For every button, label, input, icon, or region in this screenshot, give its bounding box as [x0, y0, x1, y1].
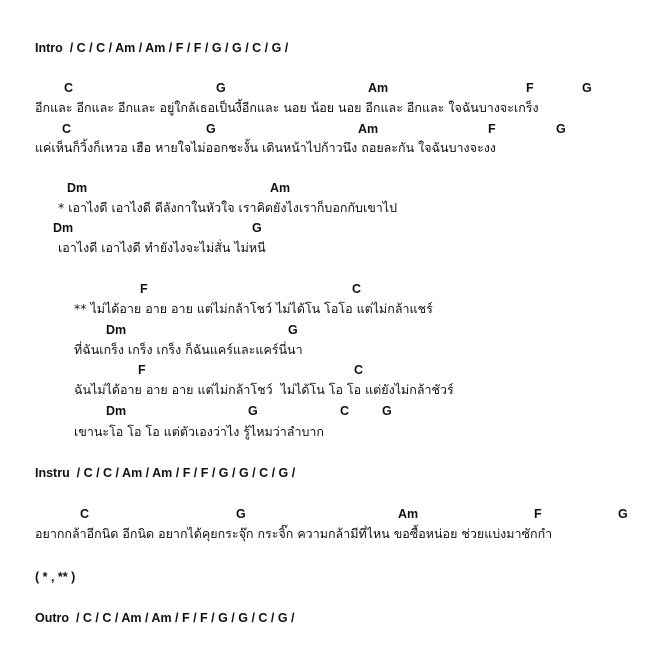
pre-chord-1: Dm — [67, 181, 88, 195]
bridge-chord-4: F — [534, 507, 542, 521]
instru-progression: Instru / C / C / Am / Am / F / F / G / G / C / G / — [35, 466, 296, 480]
bridge-chord-3: Am — [398, 507, 419, 521]
chorus-lyric-1: ** ไม่ได้อาย อาย อาย แต่ไม่กล้าโชว์ ไม่ได้โน โอโอ แต่ไม่กล้าแชร์ — [74, 301, 433, 316]
repeat-marker: ( * , ** ) — [35, 570, 76, 584]
verse-chord-9: F — [488, 122, 496, 136]
chorus-chord-2: C — [352, 282, 362, 296]
chorus-chord-6: C — [354, 363, 364, 377]
verse-lyric-1: อีกและ อีกและ อีกและ อยู่ใกล้เธอเป็นงี้อีกและ นอย น้อย นอย อีกและ อีกและ ใจฉันบางจะเกร็ง — [35, 100, 539, 115]
chorus-lyric-2: ที่ฉันเกร็ง เกร็ง เกร็ง ก็ฉันแคร์และแคร์นี่นา — [74, 342, 303, 357]
chorus-lyric-3: ฉันไม่ได้อาย อาย อาย แต่ไม่กล้าโชว์ ไม่ได้โน โอ โอ แต่ยังไม่กล้าชัวร์ — [74, 382, 454, 397]
verse-chord-4: F — [526, 81, 534, 95]
pre-chord-3: Dm — [53, 221, 74, 235]
verse-lyric-2: แค่เห็นก็วิ้งก็เหวอ เฮือ หายใจไม่ออกชะงั้น เดินหน้าไปก้าวนึง ถอยละกัน ใจฉันบางจะงง — [35, 140, 496, 155]
chorus-chord-7: Dm — [106, 404, 127, 418]
verse-chord-5: G — [582, 81, 592, 95]
verse-chord-6: C — [62, 122, 72, 136]
pre-chord-4: G — [252, 221, 262, 235]
verse-chord-3: Am — [368, 81, 389, 95]
bridge-chord-5: G — [618, 507, 628, 521]
pre-lyric-2: เอาไงดี เอาไงดี ทำยังไงจะไม่สั่น ไม่หนี — [58, 240, 266, 255]
chorus-chord-3: Dm — [106, 323, 127, 337]
chorus-chord-1: F — [140, 282, 148, 296]
verse-chord-10: G — [556, 122, 566, 136]
chorus-chord-4: G — [288, 323, 298, 337]
intro-progression: Intro / C / C / Am / Am / F / F / G / G / C / G / — [35, 41, 289, 55]
verse-chord-1: C — [64, 81, 74, 95]
pre-chord-2: Am — [270, 181, 291, 195]
chorus-chord-8: G — [248, 404, 258, 418]
chorus-lyric-4: เขานะโอ โอ โอ แต่ตัวเองว่าไง รู้ไหมว่าลำบาก — [74, 424, 324, 439]
bridge-lyric-1: อยากกล้าอีกนิด อีกนิด อยากได้คุยกระจุ๊ก กระจิ๊ก ความกล้ามีที่ไหน ขอซื้อหน่อย ช่วยแบ่งมาซักกำ — [35, 526, 553, 541]
chorus-chord-10: G — [382, 404, 392, 418]
bridge-chord-2: G — [236, 507, 246, 521]
pre-lyric-1: * เอาไงดี เอาไงดี ดีลังกาในหัวใจ เราคิดยังไงเราก็บอกกับเขาไป — [58, 200, 398, 215]
chorus-chord-5: F — [138, 363, 146, 377]
verse-chord-8: Am — [358, 122, 379, 136]
chorus-chord-9: C — [340, 404, 350, 418]
verse-chord-7: G — [206, 122, 216, 136]
bridge-chord-1: C — [80, 507, 90, 521]
verse-chord-2: G — [216, 81, 226, 95]
outro-progression: Outro / C / C / Am / Am / F / F / G / G / C / G / — [35, 611, 295, 625]
